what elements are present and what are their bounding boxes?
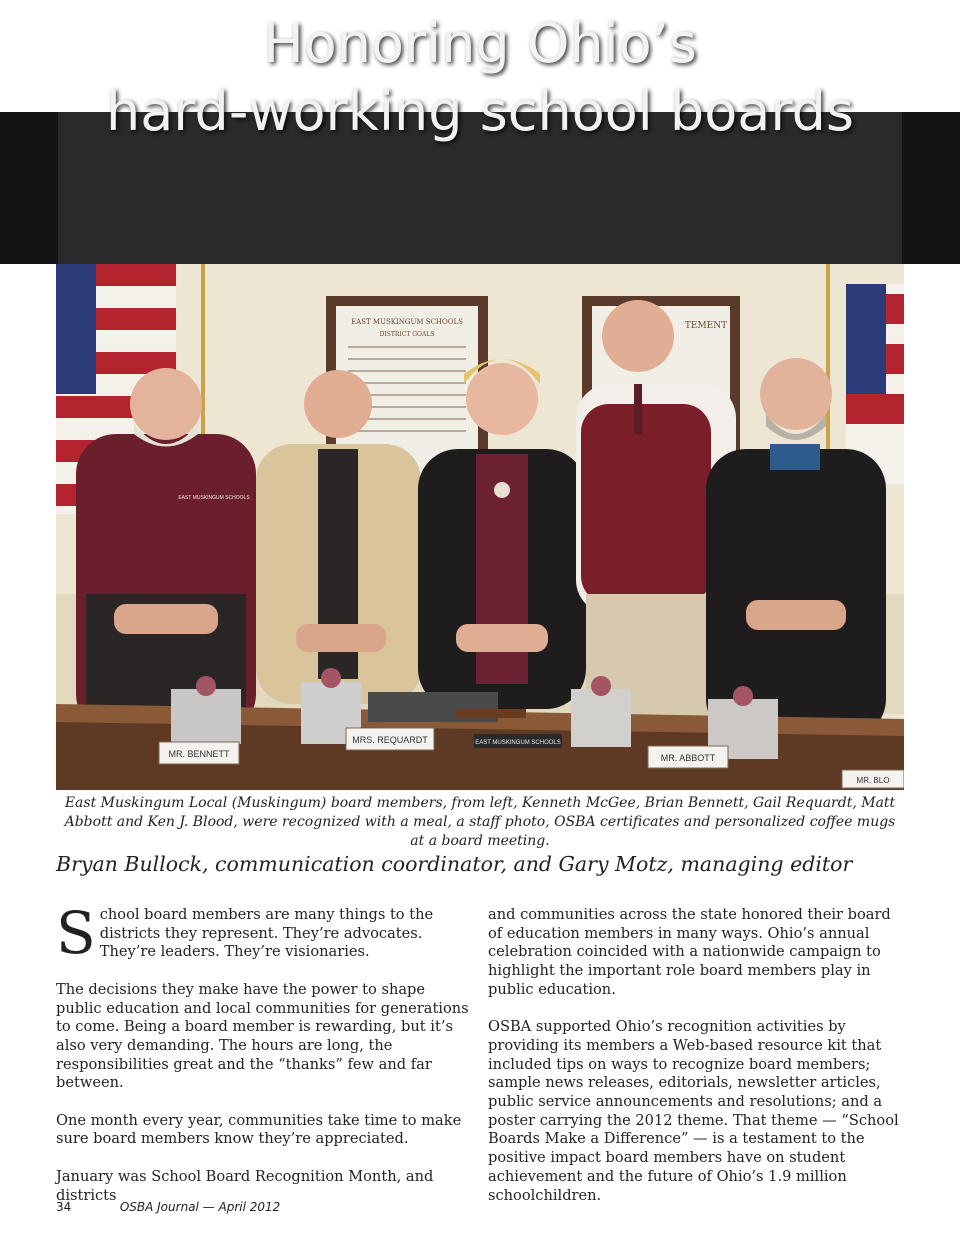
- gavel: [456, 709, 526, 718]
- page-footer: [56, 1200, 280, 1214]
- drop-cap: S: [56, 899, 96, 967]
- nameplate-abbott: MR. ABBOTT: [660, 753, 716, 763]
- board-members-photo: [56, 264, 904, 790]
- nameplate-bennett: MR. BENNETT: [168, 749, 230, 759]
- journal-name: OSBA Journal — April 2012: [119, 1200, 281, 1214]
- frame-left-title: EAST MUSKINGUM SCHOOLS: [351, 318, 463, 326]
- nameplate-blood: MR. BLO: [856, 776, 890, 785]
- article-paragraph: One month every year, communities take time to make sure board members know they’re appreciated.: [56, 1111, 462, 1148]
- table-banner: EAST MUSKINGUM SCHOOLS: [475, 740, 561, 746]
- headline: [0, 10, 960, 146]
- page-number: 34: [56, 1200, 72, 1214]
- photo-caption: East Muskingum Local (Muskingum) board members, from left, Kenneth McGee, Brian Bennett, Gail Requardt, Matt Abbott and Ken J. Blood, were recognized with a meal, a staff photo, OSBA certificates and personalized coffee mugs at a board meeting.: [64, 795, 896, 849]
- article-paragraph: January was School Board Recognition Month, and districts: [56, 1167, 434, 1204]
- article-paragraph: OSBA supported Ohio’s recognition activities by providing its members a Web-based resource kit that included tips on ways to recognize board members; sample news releases, editorials, newsletter articles, public service announcements and resolutions; and a poster carrying the 2012 theme. That theme — “School Boards Make a Difference” — is a testament to the positive impact board members have on student achievement and the future of Ohio’s 1.9 million schoolchildren.: [488, 1018, 899, 1204]
- article-paragraph: and communities across the state honored their board of education members in many ways. Ohio’s annual celebration coincided with a nationwide campaign to highlight the important role board members play in public education.: [488, 906, 891, 998]
- byline: Bryan Bullock, communication coordinator, and Gary Motz, managing editor: [56, 852, 853, 876]
- article-paragraph: The decisions they make have the power to shape public education and local communities for generations to come. Being a board member is rewarding, but it’s also very demanding. The hours are long, the responsibilities great and the “thanks” few and far between.: [56, 980, 469, 1092]
- article-column-right: [488, 906, 906, 1224]
- headline-line-1: Honoring Ohio’s: [263, 12, 697, 75]
- nameplate-requardt: MRS. REQUARDT: [352, 735, 428, 745]
- headline-line-2: hard-working school boards: [105, 80, 855, 143]
- article-paragraph-text: chool board members are many things to the districts they represent. They’re advocates. They’re leaders. They’re visionaries.: [99, 906, 434, 961]
- frame-right-title: TEMENT: [684, 321, 728, 331]
- article-column-left: [56, 899, 474, 1224]
- frame-left-subtitle: DISTRICT GOALS: [379, 331, 435, 338]
- shirt-logo: EAST MUSKINGUM SCHOOLS: [178, 495, 250, 501]
- article-paragraph: [56, 899, 474, 967]
